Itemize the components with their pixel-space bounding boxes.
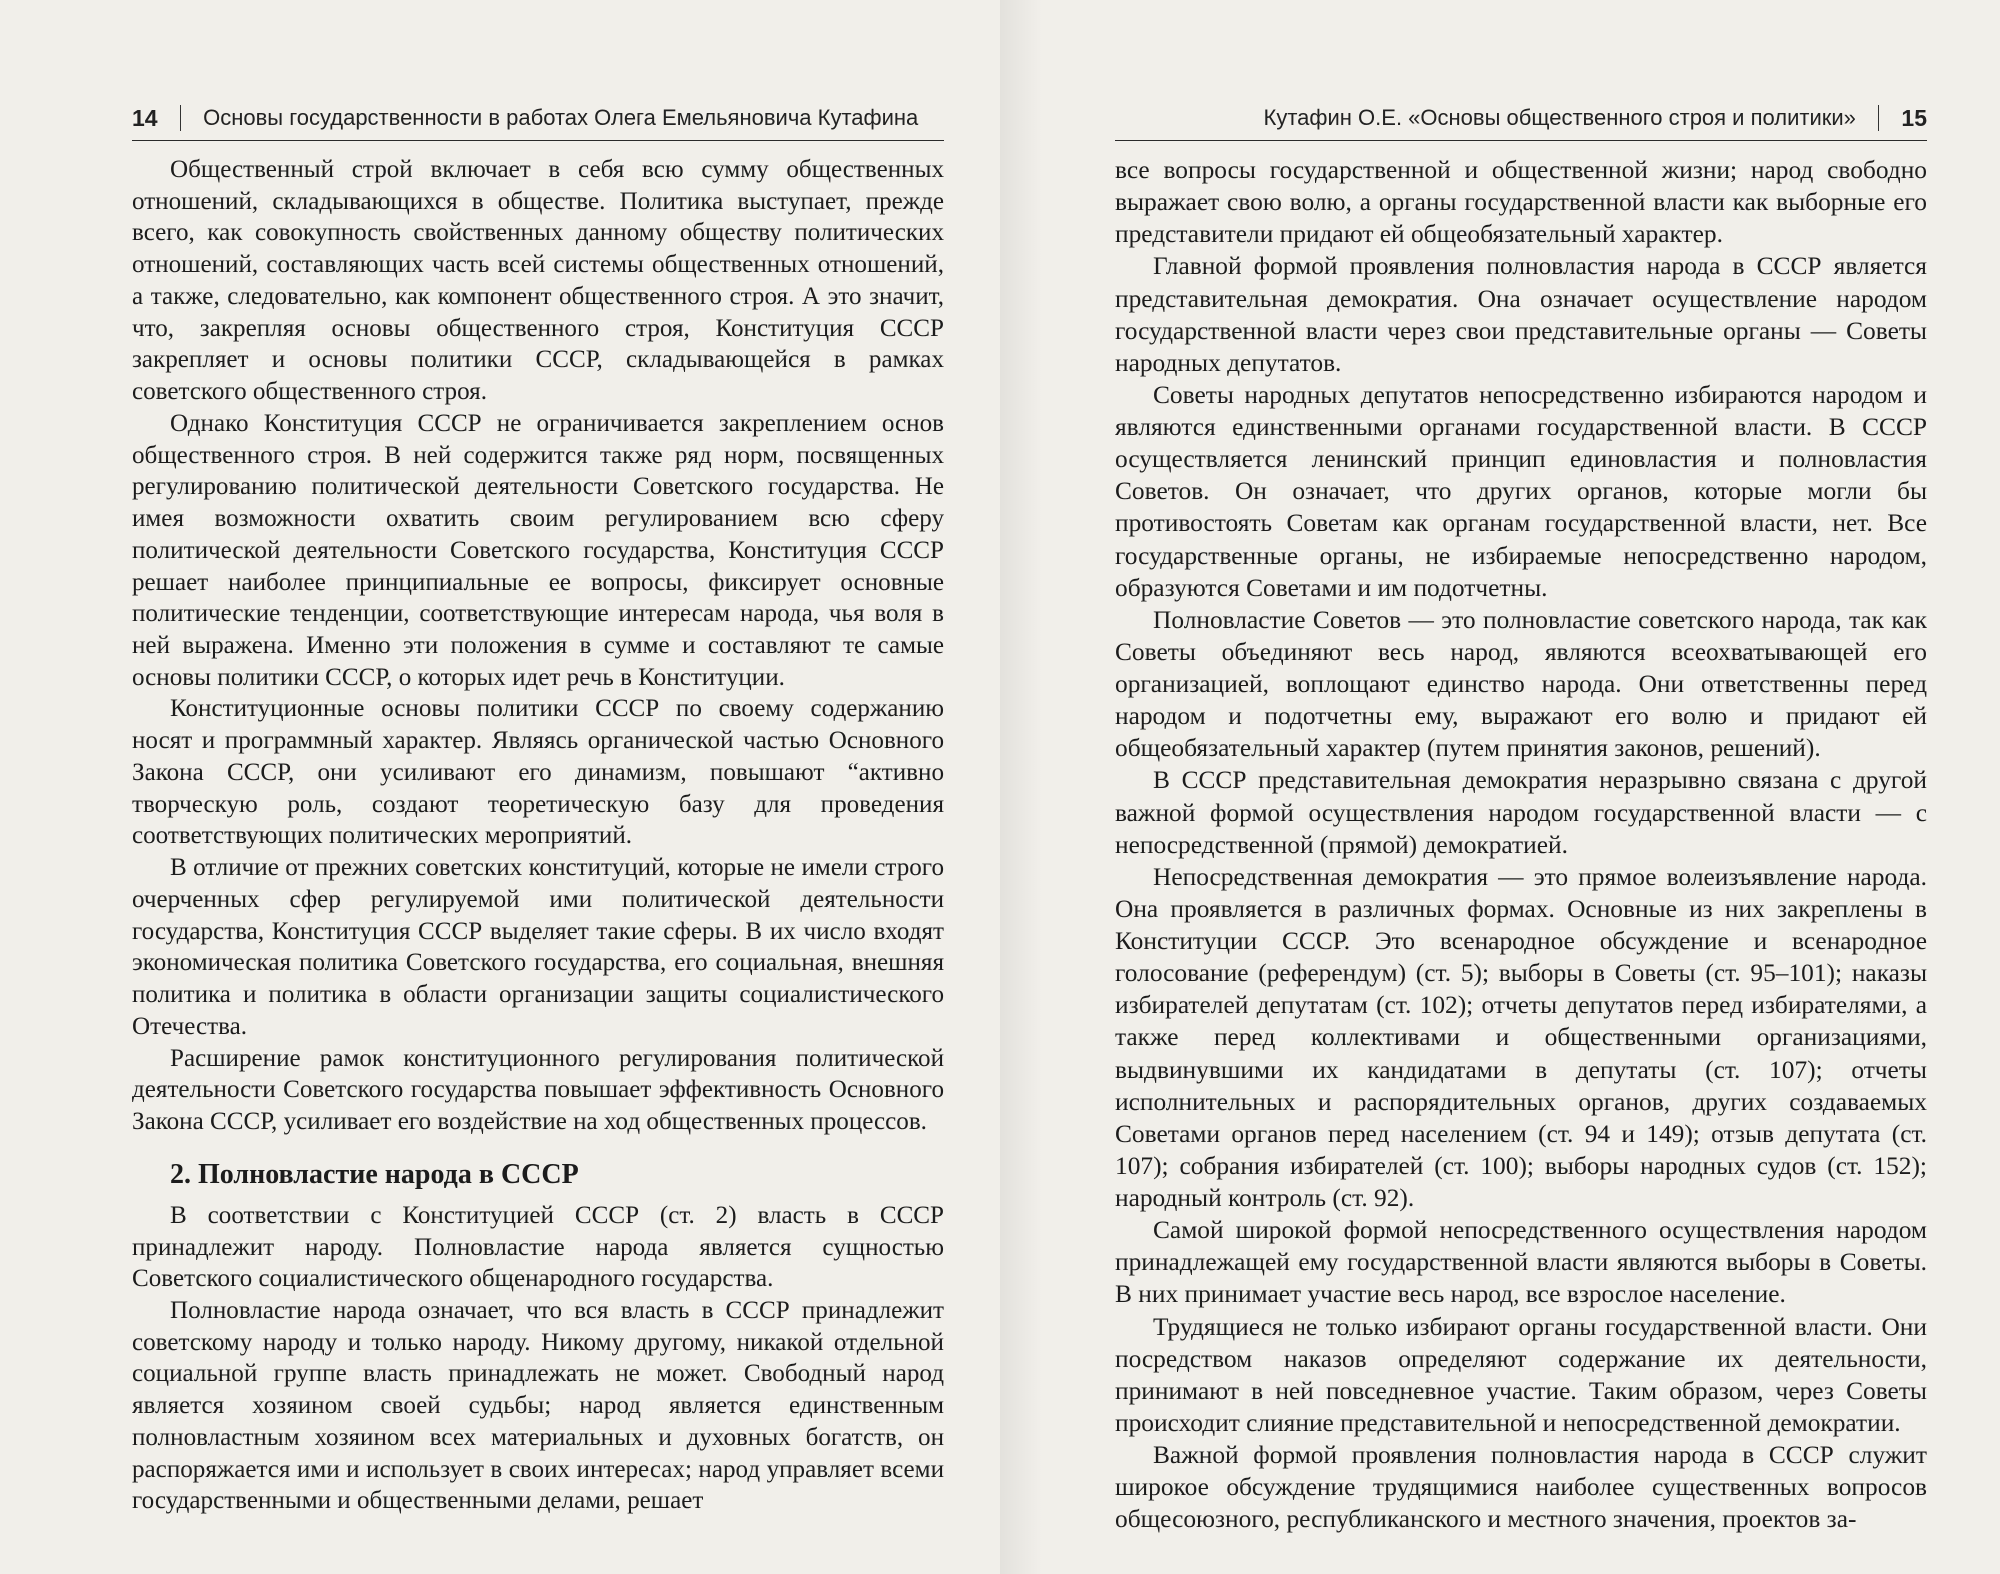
right-page	[1000, 0, 2000, 1574]
paragraph: Трудящиеся не только избирают органы государственной власти. Они посредством наказов определяют содержание их деятельности, принимают в ней повседневное участие. Таким образом, через Советы происходит слияние представительной и непосредственной демократии.	[1115, 1312, 1927, 1437]
section-heading: 2. Полновластие народа в СССР	[170, 1158, 579, 1190]
paragraph: В отличие от прежних советских конституций, которые не имели строго очерченных сфер регулируемой ими политической деятельности государства, Конституция СССР выделяет такие сферы. В их число входят экономическая политика Советского государства, его социальная, внешняя политика и политика в области организации защиты социалистического Отечества.	[132, 854, 944, 1040]
header-separator	[1878, 105, 1880, 131]
paragraph: Советы народных депутатов непосредственно избираются народом и являются единственными органами государственной власти. В СССР осуществляется ленинский принцип единовластия и полновластия Советов. Он означает, что других органов, которые могли бы противостоять Советам как органам государственной власти, нет. Все государственные органы, не избираемые непосредственно народом, образуются Советами и им подотчетны.	[1115, 380, 1927, 602]
paragraph: Главной формой проявления полновластия народа в СССР является представительная демократия. Она означает осуществление народом государственной власти через свои представительные органы — Советы народных депутатов.	[1115, 252, 1927, 377]
paragraph: Полновластие Советов — это полновластие советского народа, так как Советы объединяют весь народ, являются всеохватывающей его организацией, воплощают единство народа. Они ответственны перед народом и подотчетны ему, выражают его волю и придают ей общеобязательный характер (путем принятия законов, решений).	[1115, 605, 1927, 763]
paragraph: Самой широкой формой непосредственного осуществления народом принадлежащей ему государственной власти являются выборы в Советы. В них принимает участие весь народ, все взрослое население.	[1115, 1216, 1927, 1309]
paragraph: В СССР представительная демократия неразрывно связана с другой важной формой осуществления народом государственной власти — с непосредственной (прямой) демократией.	[1115, 766, 1927, 859]
right-page-number: 15	[1901, 104, 1927, 131]
left-page-number: 14	[132, 104, 158, 131]
paragraph: Расширение рамок конституционного регулирования политической деятельности Советского государства повышает эффективность Основного Закона СССР, усиливает его воздействие на ход общественных процессов.	[132, 1044, 944, 1136]
left-running-title: Основы государственности в работах Олега Емельяновича Кутафина	[203, 105, 919, 130]
paragraph: Общественный строй включает в себя всю сумму общественных отношений, складывающихся в обществе. Политика выступает, прежде всего, как совокупность свойственных данному обществу политических отношений, составляющих часть всей системы общественных отношений, а также, следовательно, как компонент общественного строя. А это значит, что, закрепляя основы общественного строя, Конституция СССР закрепляет и основы политики СССР, складывающейся в рамках советского общественного строя.	[132, 156, 944, 406]
paragraph: Однако Конституция СССР не ограничивается закреплением основ общественного строя. В ней содержится также ряд норм, посвященных регулированию политической деятельности Советского государства. Не имея возможности охватить своим регулированием всю сферу политической деятельности Советского государства, Конституция СССР решает наиболее принципиальные ее вопросы, фиксирует основные политические тенденции, соответствующие интересам народа, чья воля в ней выражена. Именно эти положения в сумме и составляют те самые основы политики СССР, о которых идет речь в Конституции.	[132, 409, 944, 691]
paragraph: Конституционные основы политики СССР по своему содержанию носят и программный характер. Являясь органической частью Основного Закона СССР, они усиливают его динамизм, повышают “активно творческую роль, создают теоретическую базу для проведения соответствующих политических мероприятий.	[132, 695, 944, 850]
left-body-text	[132, 154, 944, 1517]
right-running-title: Кутафин О.Е. «Основы общественного строя и политики»	[1263, 105, 1856, 130]
paragraph: Важной формой проявления полновластия народа в СССР служит широкое обсуждение трудящимися наиболее существенных вопросов общесоюзного, республиканского и местного значения, проектов за-	[1115, 1441, 1927, 1534]
left-running-head	[132, 96, 944, 141]
right-body-text	[1115, 154, 1927, 1535]
paragraph: Непосредственная демократия — это прямое волеизъявление народа. Она проявляется в различных формах. Основные из них закреплены в Конституции СССР. Это всенародное обсуждение и всенародное голосование (референдум) (ст. 5); выборы в Советы (ст. 95–101); наказы избирателей депутатам (ст. 102); отчеты депутатов перед избирателями, а также перед коллективами и общественными организациями, выдвинувшими их кандидатами в депутаты (ст. 107); отчеты исполнительных и распорядительных органов, других создаваемых Советами органов перед населением (ст. 94 и 149); отзыв депутата (ст. 107); собрания избирателей (ст. 100); выборы народных судов (ст. 152); народный контроль (ст. 92).	[1115, 862, 1927, 1212]
continued-paragraph: все вопросы государственной и общественной жизни; народ свободно выражает свою волю, а органы государственной власти как выборные его представители придают ей общеобязательный характер.	[1115, 156, 1927, 249]
header-separator	[180, 105, 182, 131]
paragraph: В соответствии с Конституцией СССР (ст. 2) власть в СССР принадлежит народу. Полновластие народа является сущностью Советского социалистического общенародного государства.	[132, 1201, 944, 1293]
paragraph: Полновластие народа означает, что вся власть в СССР принадлежит советскому народу и только народу. Никому другому, никакой отдельной социальной группе власть принадлежать не может. Свободный народ является хозяином своей судьбы; народ является единственным полновластным хозяином всех материальных и духовных богатств, он распоряжается ими и использует в своих интересах; народ управляет всеми государственными и общественными делами, решает	[132, 1296, 944, 1515]
right-running-head	[1115, 96, 1927, 141]
